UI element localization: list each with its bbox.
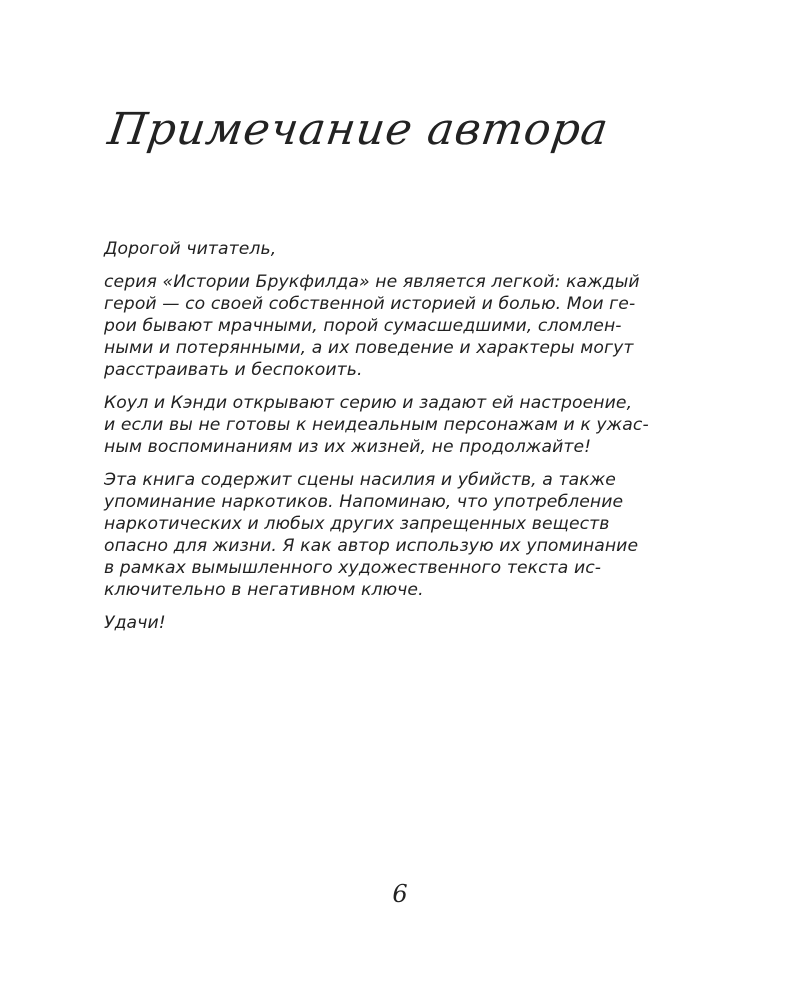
paragraph-1 bbox=[104, 271, 702, 381]
paragraph-line: рои бывают мрачными, порой сумасшедшими, сломлен- bbox=[104, 316, 622, 336]
paragraph-line: ключительно в негативном ключе. bbox=[104, 580, 424, 600]
paragraph-line: Эта книга содержит сцены насилия и убийств, а также bbox=[104, 470, 616, 490]
paragraph-line: герой — со своей собственной историей и болью. Мои ге- bbox=[104, 294, 636, 314]
paragraph-line: ными и потерянными, а их поведение и характеры могут bbox=[104, 338, 634, 358]
paragraph-line: серия «Истории Брукфилда» не является легкой: каждый bbox=[104, 272, 640, 292]
paragraph-line: Коул и Кэнди открывают серию и задают ей настроение, bbox=[104, 393, 633, 413]
paragraph-3 bbox=[104, 469, 702, 601]
paragraph-line: опасно для жизни. Я как автор использую их упоминание bbox=[104, 536, 639, 556]
greeting-paragraph bbox=[104, 238, 702, 260]
paragraph-line: упоминание наркотиков. Напоминаю, что употребление bbox=[104, 492, 624, 512]
paragraph-line: наркотических и любых других запрещенных веществ bbox=[104, 514, 610, 534]
closing: Удачи! bbox=[104, 613, 166, 633]
paragraph-line: расстраивать и беспокоить. bbox=[104, 360, 363, 380]
paragraph-line: и если вы не готовы к неидеальным персонажам и к ужас- bbox=[104, 415, 649, 435]
greeting: Дорогой читатель, bbox=[104, 239, 277, 259]
paragraph-line: в рамках вымышленного художественного текста ис- bbox=[104, 558, 602, 578]
page-number: 6 bbox=[392, 880, 408, 908]
author-note-body bbox=[104, 238, 702, 645]
closing-paragraph bbox=[104, 612, 702, 634]
paragraph-2 bbox=[104, 392, 702, 458]
paragraph-line: ным воспоминаниям из их жизней, не продолжайте! bbox=[104, 437, 592, 457]
page-title: Примечание автора bbox=[104, 104, 612, 155]
